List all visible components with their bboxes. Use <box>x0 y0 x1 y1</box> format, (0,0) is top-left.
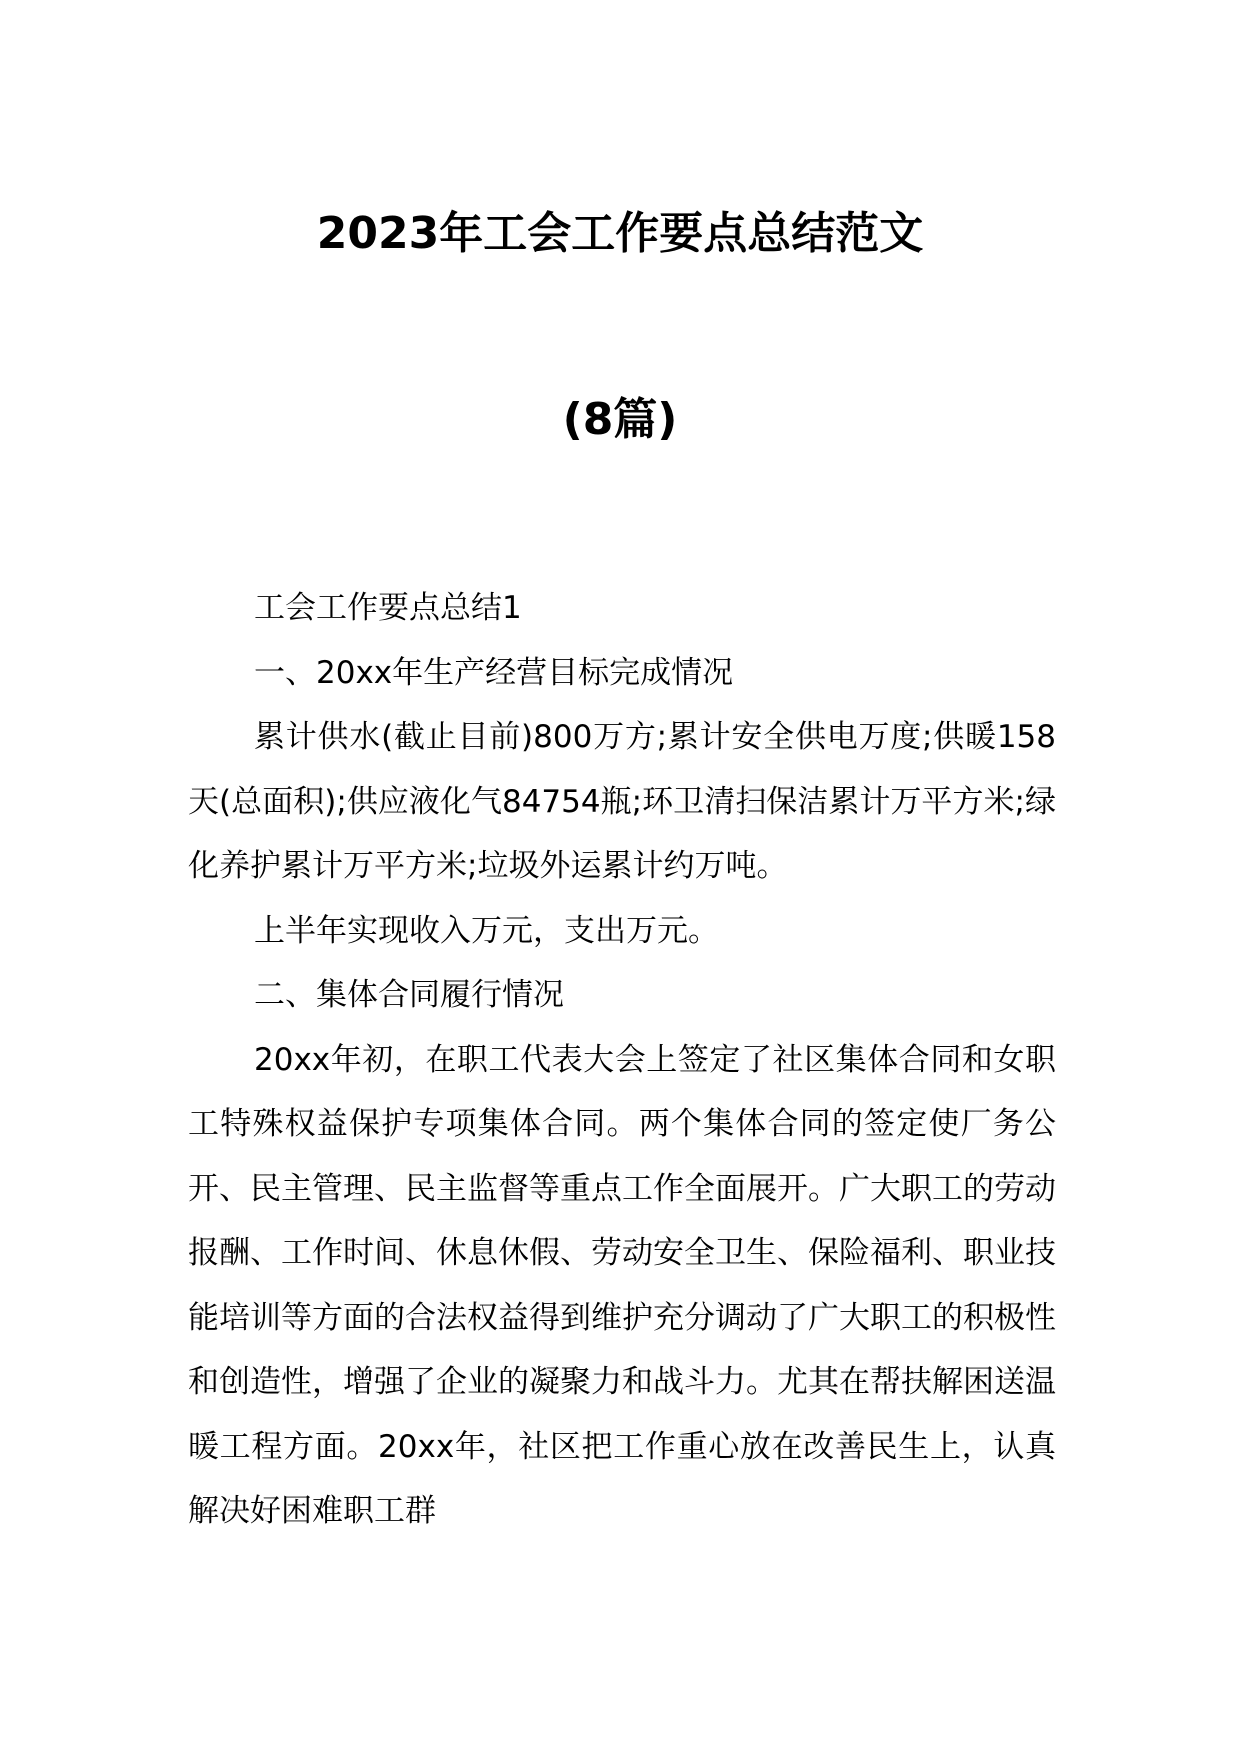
document-body <box>188 576 1056 1544</box>
body-paragraph: 上半年实现收入万元，支出万元。 <box>254 912 719 949</box>
section-heading: 二、集体合同履行情况 <box>254 977 564 1013</box>
section-heading: 工会工作要点总结1 <box>254 590 522 626</box>
body-paragraph: 20xx年初，在职工代表大会上签定了社区集体合同和女职工特殊权益保护专项集体合同。两个集体合同的签定使厂务公开、民主管理、民主监督等重点工作全面展开。广大职工的劳动报酬、工作时间、休息休假、劳动安全卫生、保险福利、职业技能培训等方面的合法权益得到维护充分调动了广大职工的积极性和创造性，增强了企业的凝聚力和战斗力。尤其在帮扶解困送温暖工程方面。20xx年，社区把工作重心放在改善民生上，认真解决好困难职工群 <box>188 1041 1056 1529</box>
document-title: 2023年工会工作要点总结范文 <box>316 208 924 259</box>
document-subtitle: (8篇) <box>562 394 678 445</box>
body-paragraph: 累计供水(截止目前)800万方;累计安全供电万度;供暖158天(总面积);供应液化气84754瓶;环卫清扫保洁累计万平方米;绿化养护累计万平方米;垃圾外运累计约万吨。 <box>188 719 1056 884</box>
section-heading: 一、20xx年生产经营目标完成情况 <box>254 654 734 691</box>
